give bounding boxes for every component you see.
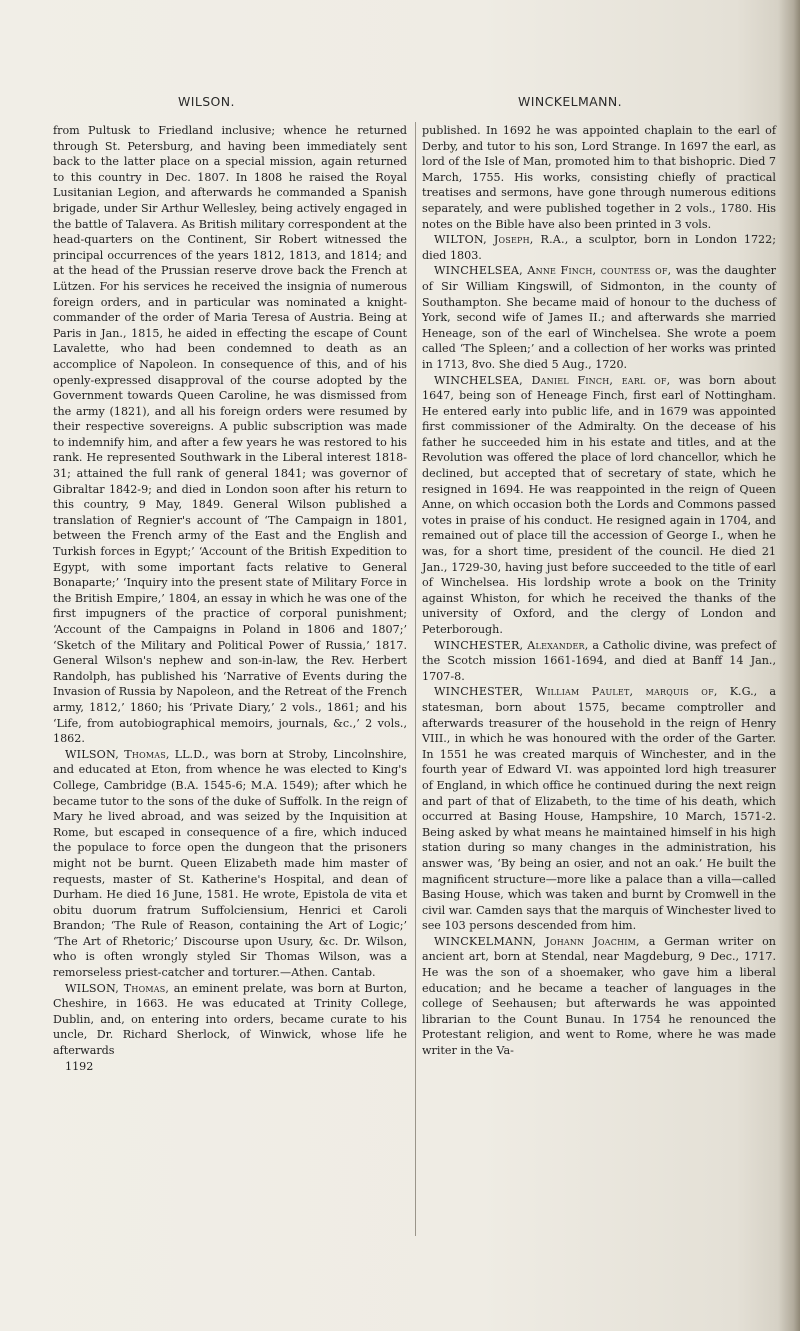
entry-text: LL.D., was born at Stroby, Lincolnshire, and educated at Eton, from whence he was elected to King's College, Cambridge (B.A. 1545-6; M.A. 1549); after which he became tutor to the sons of the duke of Suffolk. In the reign of Mary he lived abroad, and was seized by the Inquisition at Rome, but escaped in consequence of a fire, which induced the populace to force open the dungeon that the prisoners might not be burnt. Queen Elizabeth made him master of requests, master of St. Katherine's Hospital, and dean of Durham. He died 16 June, 1581. He wrote, Epistola de vita et obitu duorum fratrum Suffolciensium, Henrici et Caroli Brandon; ‘The Rule of Reason, containing the Art of Logic;’ ‘The Art of Rhetoric;’ Discourse upon Usury, &c. Dr. Wilson, who is often wrongly styled Sir Thomas Wilson, was a remorseless priest-catcher and torturer.—Athen. Cantab. bbox=[53, 747, 407, 980]
entry-text: a sculptor, born in London 1722; died 1803. bbox=[422, 233, 776, 262]
running-header-left: WILSON. bbox=[178, 94, 235, 109]
entry-winchester-william bbox=[422, 684, 776, 934]
entry-text: a German writer on ancient art, born at Stendal, near Magdeburg, 9 Dec., 1717. He was the son of a shoemaker, who gave him a liberal education; and he became a teacher of languages in the college of Seehausen; but afterwards he was appointed librarian to the Count Bunau. In 1754 he renounced the Protestant religion, and went to Rome, where he was made writer in the Va- bbox=[422, 934, 776, 1058]
entry-winchester-alexander bbox=[422, 638, 776, 685]
page-number: 1192 bbox=[65, 1059, 94, 1073]
entry-wilson-thomas-prelate bbox=[53, 981, 407, 1059]
entry-headword: WILSON, Thomas, bbox=[65, 981, 170, 995]
continued-entry: published. In 1692 he was appointed chaplain to the earl of Derby, and tutor to his son, Lord Strange. In 1697 the earl, as lord of the Isle of Man, promoted him to that bishopric. Died 7 March, 1755. His works, consisting chiefly of practical treatises and sermons, have gone through numerous editions separately, and were published together in 2 vols., 1780. His notes on the Bible have also been printed in 3 vols. bbox=[422, 124, 776, 231]
page-edge-shadow bbox=[778, 0, 800, 1331]
column-divider bbox=[415, 122, 416, 1236]
continued-entry: from Pultusk to Friedland inclusive; whence he returned through St. Petersburg, and having been immediately sent back to the latter place on a special mission, again returned to this country in Dec. 1807. In 1808 he raised the Royal Lusitanian Legion, and afterwards he commanded a Spanish brigade, under Sir Arthur Wellesley, being actively engaged in the battle of Talavera. As British military correspondent at the head-quarters on the Continent, Sir Robert witnessed the principal occurrences of the years 1812, 1813, and 1814; and at the head of the Prussian reserve drove back the French at Lützen. For his services he received the insignia of numerous foreign orders, and in particular was nominated a knight-commander of the order of Maria Teresa of Austria. Being at Paris in Jan., 1815, he aided in effecting the escape of Count Lavalette, who had been condemned to death as an accomplice of Napoleon. In consequence of this, and of his openly-expressed disapproval of the course adopted by the Government towards Queen Caroline, he was dismissed from the army (1821), and all his foreign orders were resumed by their respective sovereigns. A public subscription was made to indemnify him, and after a few years he was restored to his rank. He represented Southwark in the Liberal interest 1818-31; attained the full rank of general 1841; was governor of Gibraltar 1842-9; and died in London soon after his return to this country, 9 May, 1849. General Wilson published a translation of Regnier's account of ‘The Campaign in 1801, between the French army of the East and the English and Turkish forces in Egypt;’ ‘Account of the British Expedition to Egypt, with some important facts relative to General Bonaparte;’ ‘Inquiry into the present state of Military Force in the British Empire,’ 1804, an essay in which he was one of the first impugners of the practice of corporal punishment; ‘Account of the Campaigns in Poland in 1806 and 1807;’ ‘Sketch of the Military and Political Power of Russia,’ 1817. General Wilson's nephew and son-in-law, the Rev. Herbert Randolph, has published his ‘Narrative of Events during the Invasion of Russia by Napoleon, and the Retreat of the French army, 1812,’ 1860; his ‘Private Diary,’ 2 vols., 1861; and his ‘Life, from autobiographical memoirs, journals, &c.,’ 2 vols., 1862. bbox=[53, 124, 407, 746]
entry-winckelmann bbox=[422, 934, 776, 1059]
entry-headword: WINCHELSEA, Daniel Finch, earl of, bbox=[434, 373, 671, 387]
entry-headword: WILTON, Joseph, R.A., bbox=[434, 233, 569, 247]
entry-text: was born about 1647, being son of Heneage Finch, first earl of Nottingham. He entered early into public life, and in 1679 was appointed first commissioner of the Admiralty. On the decease of his father he succeeded him in his estate and titles, and at the Revolution was offered the place of lord chancellor, which he declined, but accepted that of secretary of state, which he resigned in 1694. He was reappointed in the reign of Queen Anne, on which occasion both the Lords and Commons passed votes in praise of his conduct. He resigned again in 1704, and remained out of place till the accession of George I., when he was, for a short time, president of the council. He died 21 Jan., 1729-30, having just before succeeded to the title of earl of Winchelsea. His lordship wrote a book on the Trinity against Whiston, for which he received the thanks of the university of Oxford, and the clergy of London and Peterborough. bbox=[422, 373, 776, 636]
entry-text: K.G., a statesman, born about 1575, became comptroller and afterwards treasurer of the household in the reign of Henry VIII., in which he was honoured with the order of the Garter. In 1551 he was created marquis of Winchester, and in the fourth year of Edward VI. was appointed lord high treasurer of England, in which office he continued during the next reign and part of that of Elizabeth, to the time of his death, which occurred at Basing House, Hampshire, 10 March, 1571-2. Being asked by what means he maintained himself in his high station during so many changes in the administration, his answer was, ‘By being an osier, and not an oak.’ He built the magnificent structure—more like a palace than a villa—called Basing House, which was taken and burnt by Cromwell in the civil war. Camden says that the marquis of Winchester lived to see 103 persons descended from him. bbox=[422, 685, 776, 933]
entry-winchelsea-anne bbox=[422, 263, 776, 372]
entry-text: an eminent prelate, was born at Burton, Cheshire, in 1663. He was educated at Trinity College, Dublin, and, on entering into orders, became curate to his uncle, Dr. Richard Sherlock, of Winwick, whose life he afterwards bbox=[53, 981, 408, 1058]
entry-wilson-thomas-lld bbox=[53, 747, 407, 981]
entry-headword: WINCHESTER, William Paulet, marquis of, bbox=[434, 685, 718, 699]
entry-text: was the daughter of Sir William Kingswill, of Sidmonton, in the county of Southampton. She became maid of honour to the duchess of York, second wife of James II.; and afterwards she married Heneage, son of the earl of Winchelsea. She wrote a poem called ‘The Spleen;’ and a collection of her works was printed in 1713, 8vo. She died 5 Aug., 1720. bbox=[422, 264, 777, 371]
left-column bbox=[53, 123, 407, 1074]
entry-headword: WINCHELSEA, Anne Finch, countess of, bbox=[434, 264, 672, 278]
entry-headword: WINCKELMANN, Johann Joachim, bbox=[434, 934, 640, 948]
right-column bbox=[422, 123, 776, 1059]
entry-wilton-joseph bbox=[422, 232, 776, 263]
entry-headword: WILSON, Thomas, bbox=[65, 747, 170, 761]
entry-winchelsea-daniel bbox=[422, 373, 776, 638]
running-header-right: WINCKELMANN. bbox=[518, 94, 622, 109]
entry-text: a Catholic divine, was prefect of the Scotch mission 1661-1694, and died at Banff 14 Jan., 1707-8. bbox=[422, 638, 776, 683]
entry-headword: WINCHESTER, Alexander, bbox=[434, 638, 589, 652]
